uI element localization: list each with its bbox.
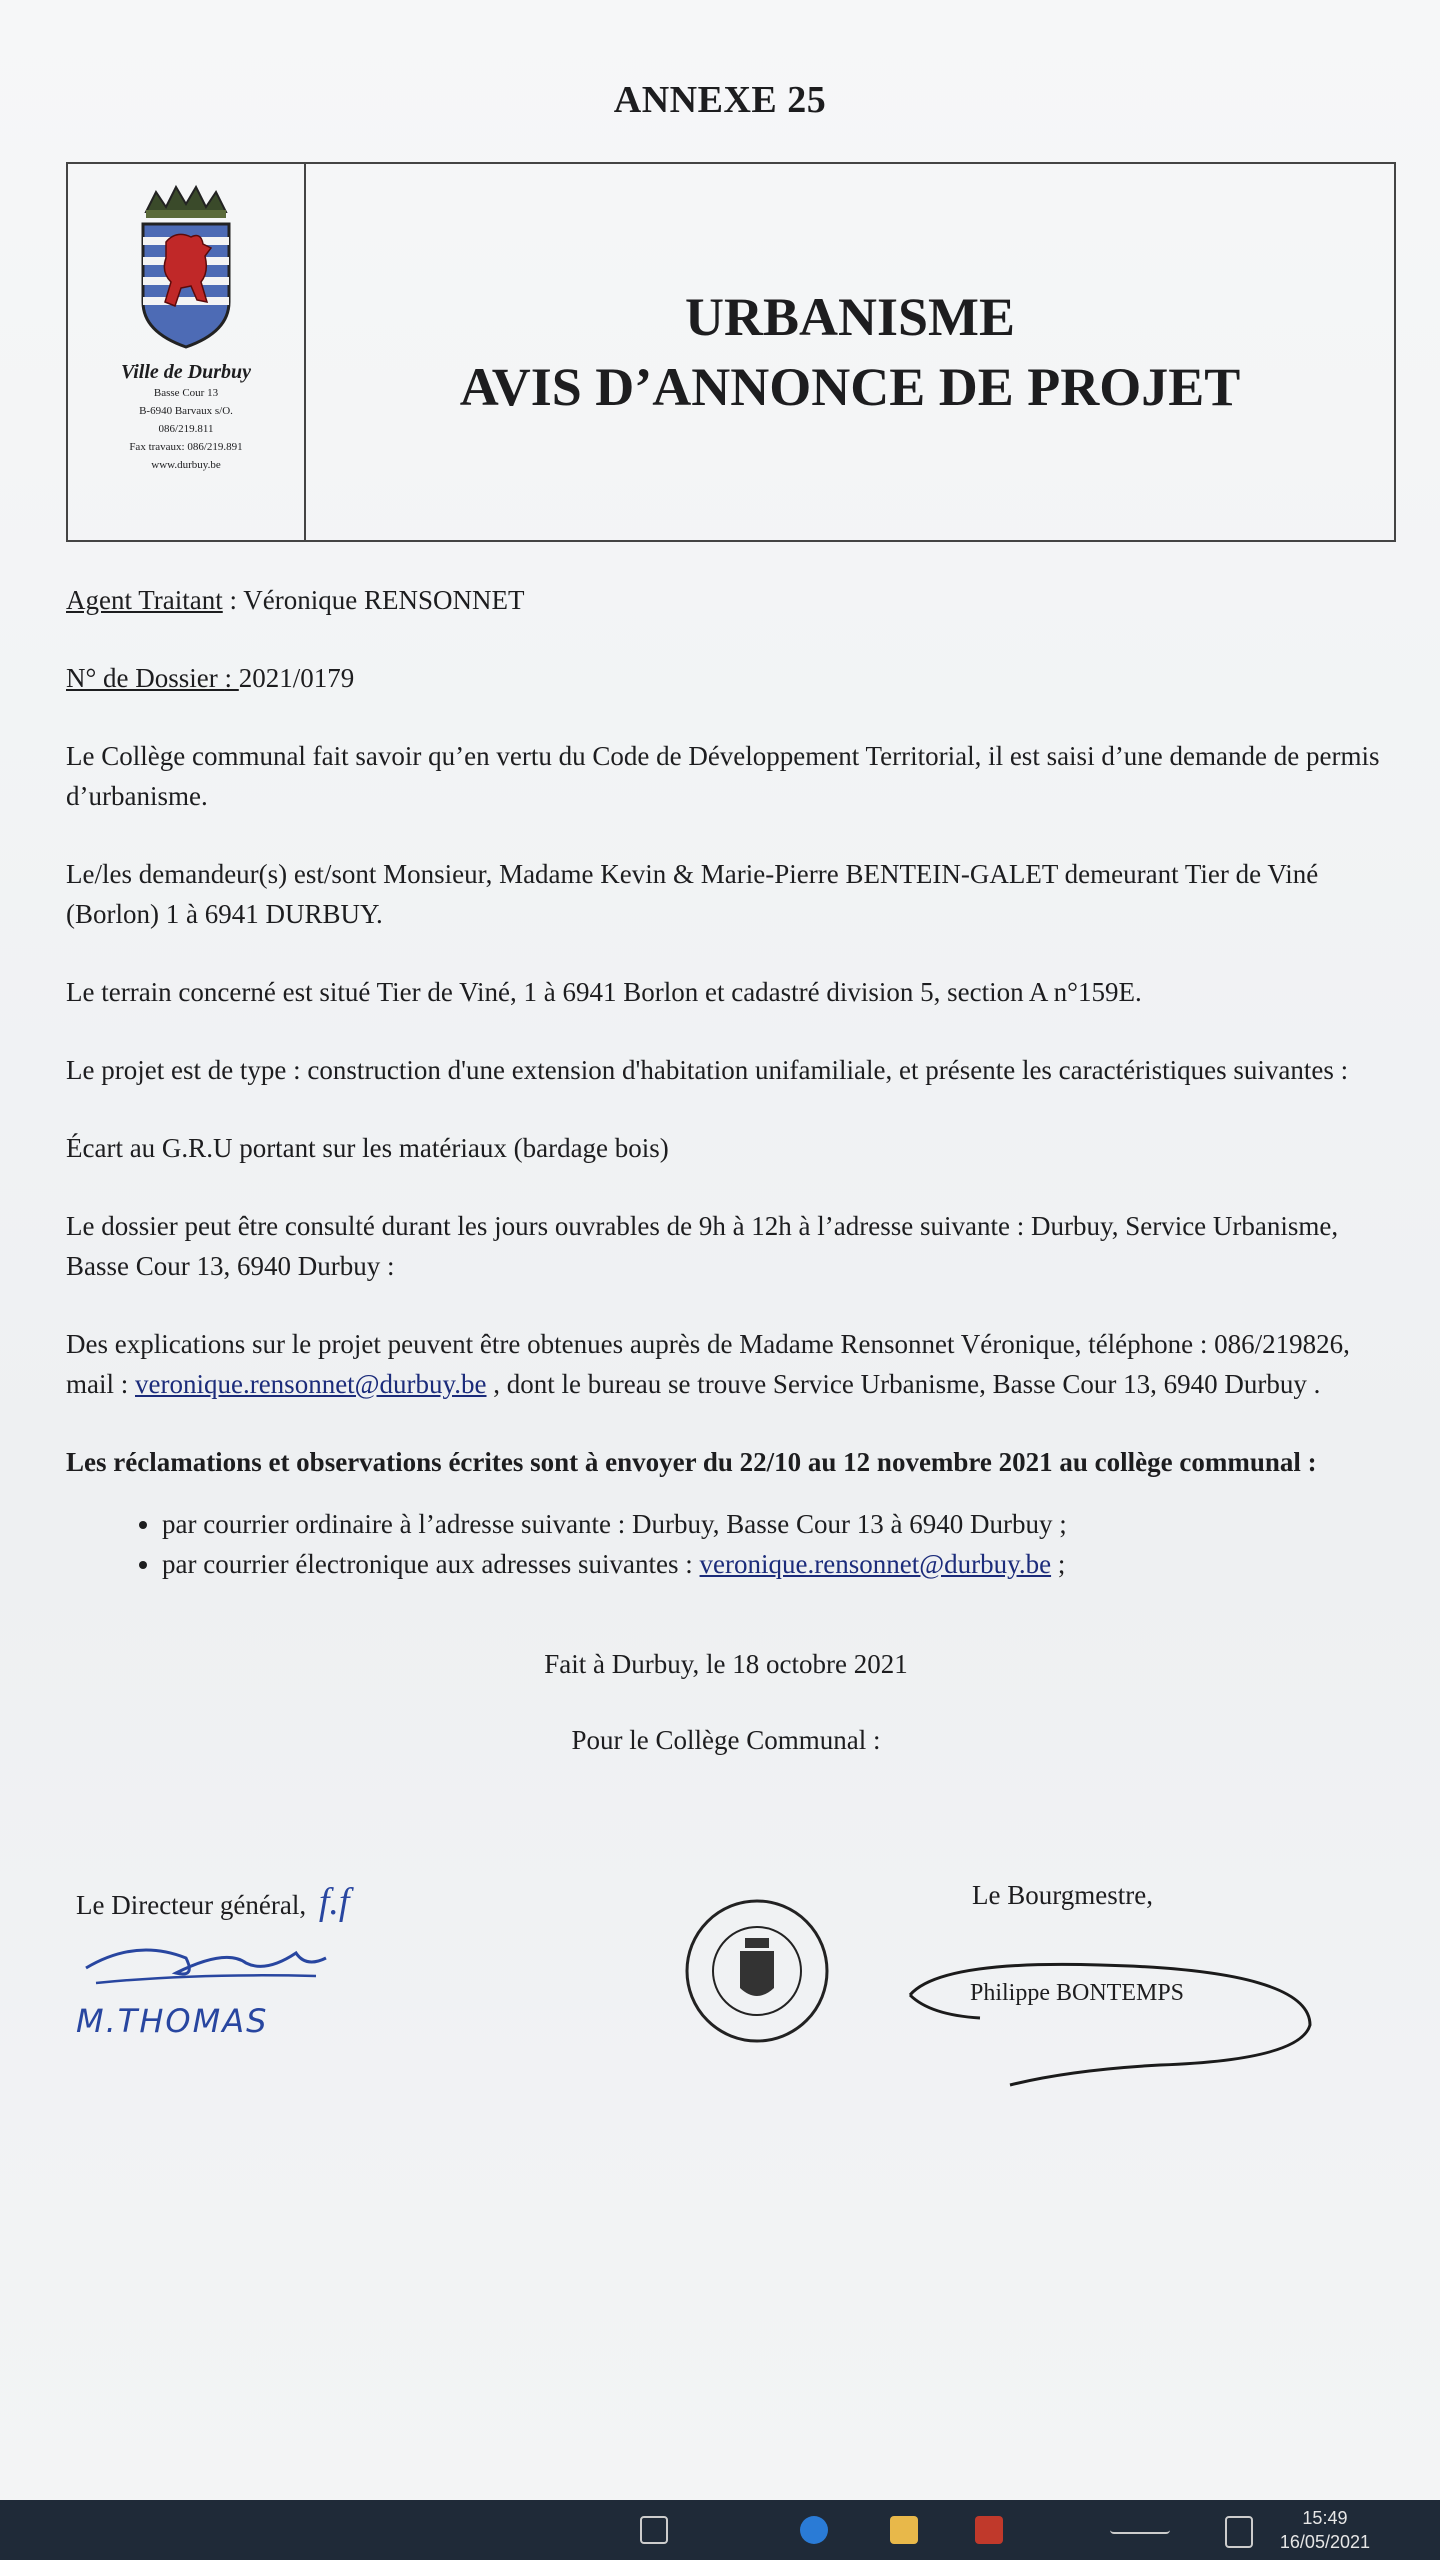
commune-seal-icon (682, 1896, 832, 2046)
director-signature-block (76, 1880, 349, 2040)
list-item: • par courrier ordinaire à l’adresse suivante : Durbuy, Basse Cour 13 à 6940 Durbuy ; (162, 1504, 1386, 1544)
paragraph-intro: Le Collège communal fait savoir qu’en vertu du Code de Développement Territorial, il est saisi d’une demande de permis d’urbanisme. (66, 741, 1380, 811)
list-item-end: ; (1051, 1549, 1066, 1579)
college-label: Pour le Collège Communal : (571, 1725, 881, 1755)
list-item (162, 1544, 1386, 1584)
paragraph-claims: Les réclamations et observations écrites sont à envoyer du 22/10 au 12 novembre 2021 au collège communal : (66, 1447, 1317, 1477)
title-line-1: URBANISME (684, 287, 1016, 347)
agent-label: Agent Traitant (66, 585, 223, 615)
photoshop-icon[interactable] (975, 2516, 1003, 2544)
dossier-value: 2021/0179 (238, 663, 355, 693)
paragraph-contact (66, 1324, 1386, 1404)
director-ff: f.f (318, 1881, 350, 1923)
durbuy-coat-of-arms-icon (131, 182, 241, 352)
header-box (66, 162, 1396, 542)
dossier-separator: : (224, 663, 239, 693)
contact-text-end: , dont le bureau se trouve Service Urbanisme, Basse Cour 13, 6940 Durbuy . (486, 1369, 1321, 1399)
dossier-line (66, 658, 1386, 698)
paragraph-land: Le terrain concerné est situé Tier de Viné, 1 à 6941 Borlon et cadastré division 5, section A n°159E. (66, 977, 1142, 1007)
agent-separator: : (222, 585, 244, 615)
clock-time: 15:49 (1302, 2508, 1348, 2528)
signature-area (0, 1880, 1440, 2140)
agent-line (66, 580, 1386, 620)
task-view-icon[interactable] (640, 2516, 668, 2544)
list-item-text: par courrier électronique aux adresses suivantes : (162, 1549, 700, 1579)
document-body (66, 580, 1386, 1798)
document-title (306, 164, 1394, 540)
windows-taskbar (0, 2500, 1440, 2560)
mayor-label: Le Bourgmestre, (972, 1880, 1153, 1910)
agent-value: Véronique RENSONNET (243, 585, 525, 615)
claims-list (66, 1504, 1386, 1584)
logo-fax-line: Fax travaux: 086/219.891 (129, 441, 243, 453)
logo-phone-line: 086/219.811 (158, 423, 214, 435)
logo-address-line: B-6940 Barvaux s/O. (139, 405, 233, 417)
director-handwritten-signature-icon (76, 1928, 336, 1998)
edge-browser-icon[interactable] (800, 2516, 828, 2544)
place-date: Fait à Durbuy, le 18 octobre 2021 (544, 1649, 908, 1679)
claims-email-link[interactable]: veronique.rensonnet@durbuy.be (699, 1549, 1052, 1579)
contact-email-link[interactable]: veronique.rensonnet@durbuy.be (135, 1369, 487, 1399)
director-label: Le Directeur général, (76, 1890, 307, 1920)
paragraph-project-type: Le projet est de type : construction d'une extension d'habitation unifamiliale, et présente les caractéristiques suivantes : (66, 1055, 1349, 1085)
system-tray-icon[interactable] (1110, 2516, 1170, 2534)
paragraph-deviation: Écart au G.R.U portant sur les matériaux (bardage bois) (66, 1133, 669, 1163)
dossier-label: N° de Dossier (66, 663, 225, 693)
file-explorer-icon[interactable] (890, 2516, 918, 2544)
taskbar-clock[interactable] (1280, 2506, 1370, 2554)
mayor-name: Philippe BONTEMPS (970, 1980, 1185, 2006)
mayor-signature-loop-icon (900, 1940, 1320, 2090)
clock-date: 16/05/2021 (1279, 2532, 1370, 2552)
annexe-number: ANNEXE 25 (613, 79, 827, 121)
paragraph-applicants: Le/les demandeur(s) est/sont Monsieur, Madame Kevin & Marie-Pierre BENTEIN-GALET demeurant Tier de Viné (Borlon) 1 à 6941 DURBUY. (66, 859, 1319, 929)
ville-name: Ville de Durbuy (120, 361, 251, 383)
logo-address-line: Basse Cour 13 (153, 387, 219, 399)
volume-icon[interactable] (1225, 2516, 1253, 2548)
contact-text: Des explications sur le projet peuvent être obtenues auprès de Madame Rensonnet Véronique, téléphone : 086/219826, mail : (66, 1329, 1350, 1399)
paragraph-consultation: Le dossier peut être consulté durant les jours ouvrables de 9h à 12h à l’adresse suivante : Durbuy, Service Urbanisme, Basse Cour 13, 6940 Durbuy : (66, 1211, 1339, 1281)
logo-website-line: www.durbuy.be (151, 459, 221, 471)
director-name: M.THOMAS (76, 2002, 269, 2040)
title-line-2: AVIS D’ANNONCE DE PROJET (459, 357, 1241, 417)
municipality-logo-block (68, 164, 306, 540)
